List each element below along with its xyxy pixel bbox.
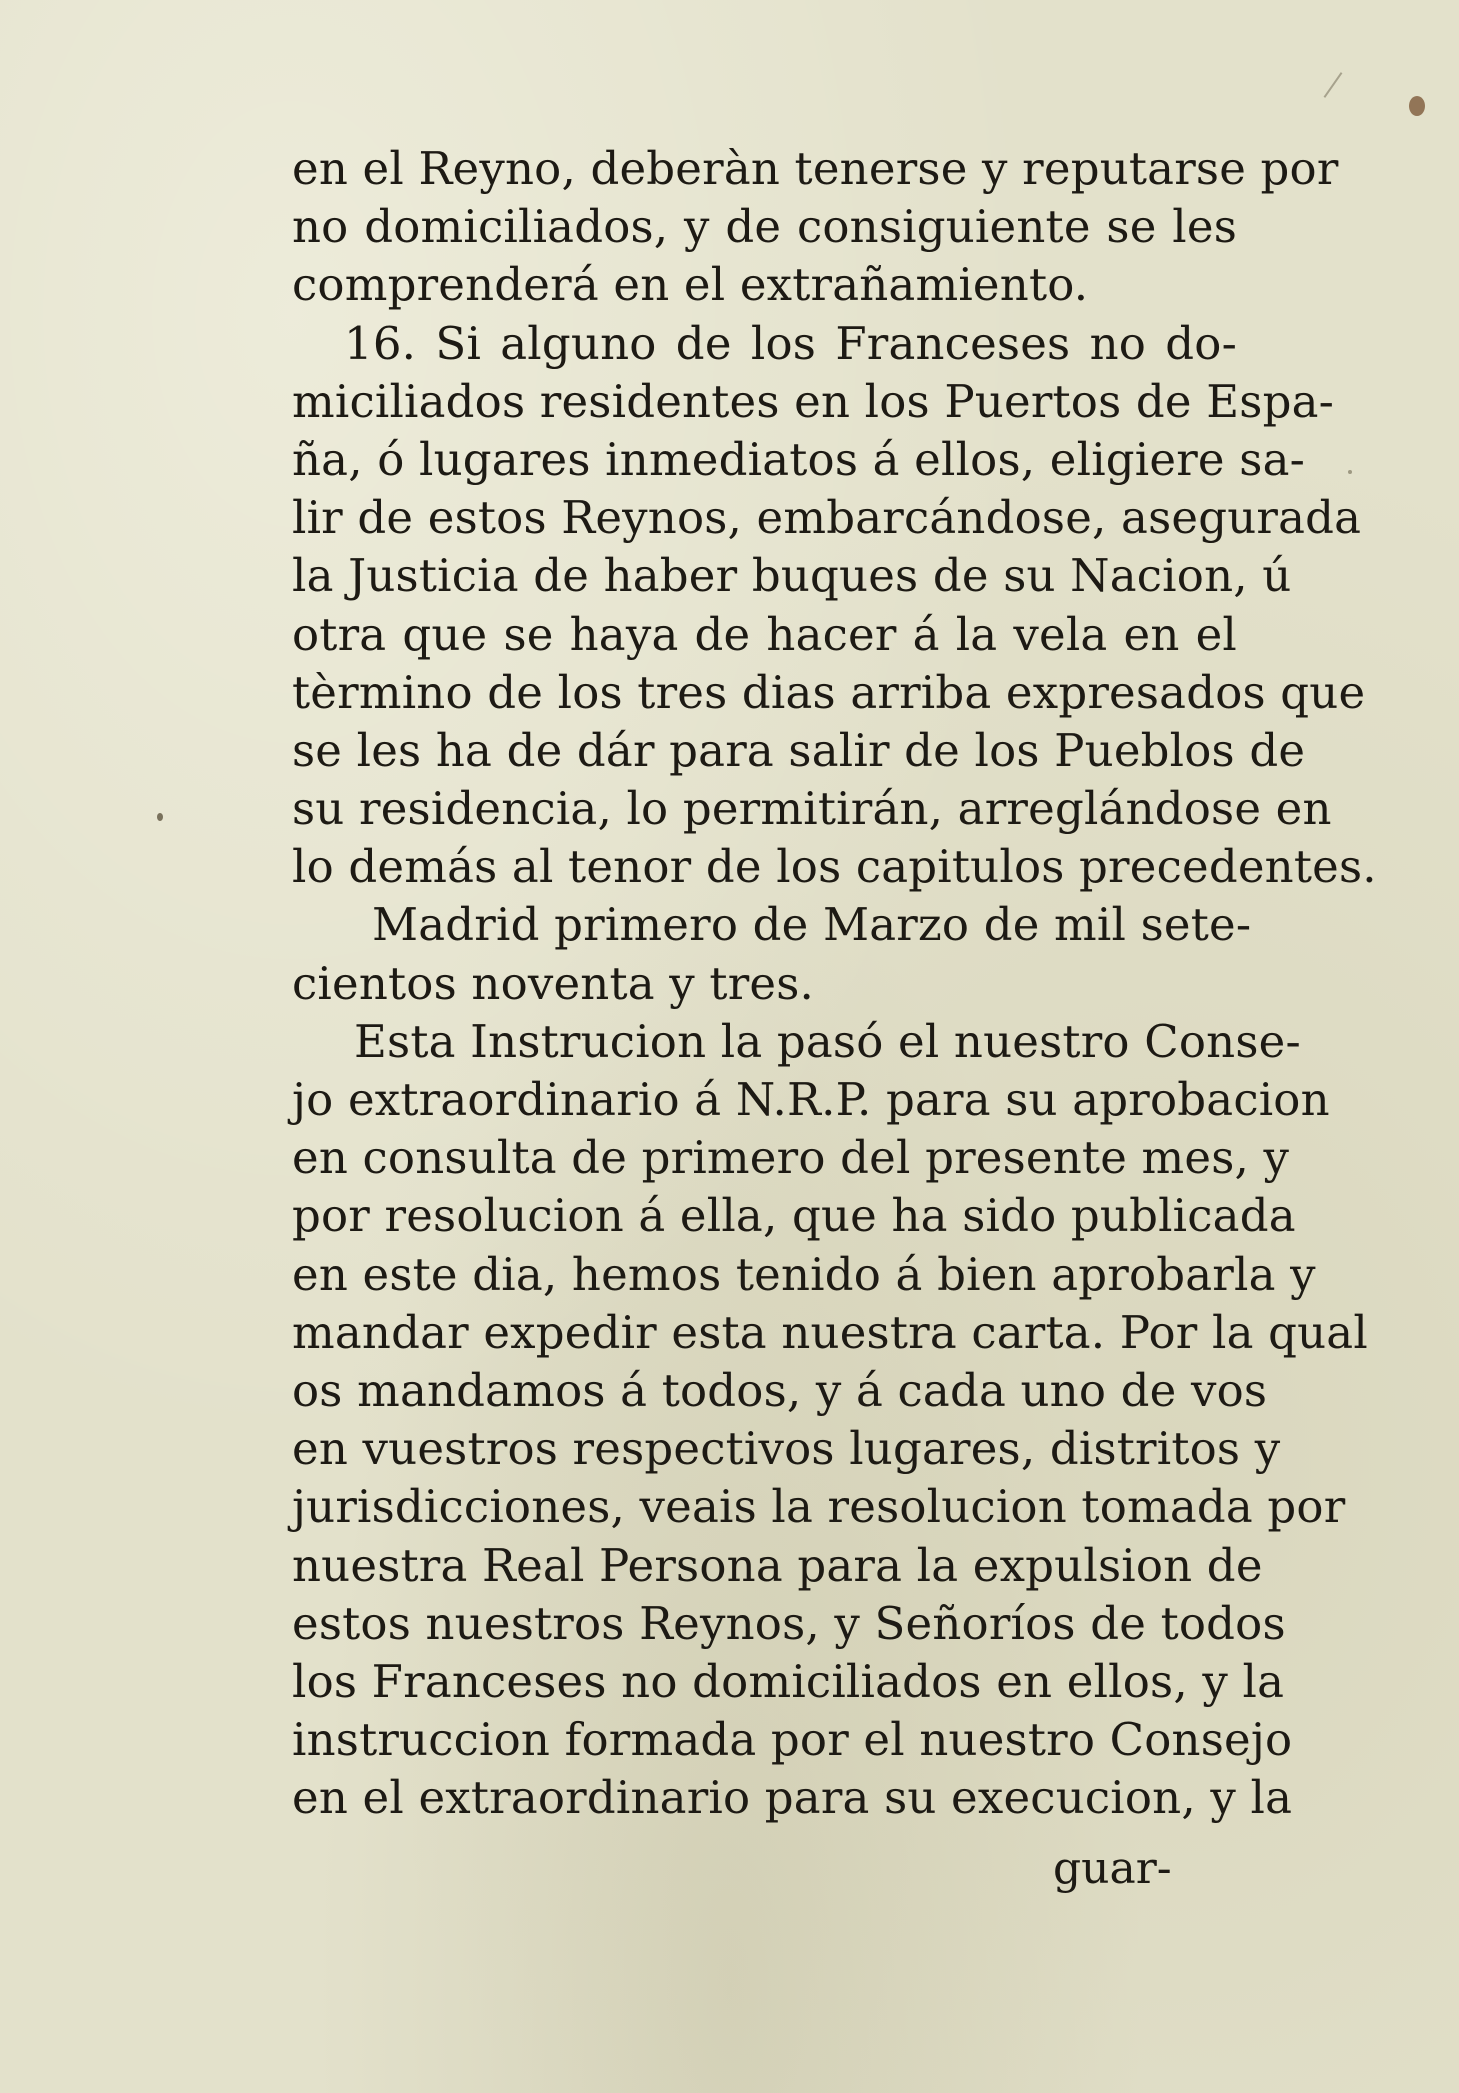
text-line-20: en este dia, hemos tenido á bien aprobarla y <box>292 1247 1316 1301</box>
text-line-23: en vuestros respectivos lugares, distritos y <box>292 1422 1281 1476</box>
text-line-13: lo demás al tenor de los capitulos precedentes. <box>292 840 1377 894</box>
text-line-26: estos nuestros Reynos, y Señoríos de todos <box>292 1596 1286 1650</box>
text-line-28: instruccion formada por el nuestro Consejo <box>292 1713 1293 1767</box>
text-line-2: no domiciliados, y de consiguiente se les <box>292 200 1237 254</box>
text-line-10: tèrmino de los tres dias arriba expresados que <box>292 665 1366 719</box>
text-line-4: 16. Si alguno de los Franceses no do- <box>344 316 1237 370</box>
text-line-16: Esta Instrucion la pasó el nuestro Conse- <box>354 1014 1301 1068</box>
paper-stain <box>1409 96 1425 116</box>
text-line-8: la Justicia de haber buques de su Nacion, ú <box>292 549 1292 603</box>
text-line-3: comprenderá en el extrañamiento. <box>292 258 1089 312</box>
catchword: guar- <box>1053 1843 1172 1894</box>
text-line-15: cientos noventa y tres. <box>292 956 815 1010</box>
text-line-24: jurisdicciones, veais la resolucion tomada por <box>292 1480 1346 1534</box>
text-line-27: los Franceses no domiciliados en ellos, y la <box>292 1654 1285 1708</box>
text-line-18: en consulta de primero del presente mes, y <box>292 1131 1290 1185</box>
paper-speck <box>1348 470 1352 474</box>
text-line-6: ña, ó lugares inmediatos á ellos, eligiere sa- <box>292 432 1305 486</box>
paper-speck <box>157 813 163 821</box>
text-line-29: en el extraordinario para su execucion, y la <box>292 1771 1293 1825</box>
text-line-21: mandar expedir esta nuestra carta. Por la qual <box>292 1305 1368 1359</box>
text-line-9: otra que se haya de hacer á la vela en el <box>292 607 1237 661</box>
text-line-17: jo extraordinario á N.R.P. para su aprobacion <box>292 1073 1330 1126</box>
text-line-22: os mandamos á todos, y á cada uno de vos <box>292 1363 1268 1417</box>
text-line-12: su residencia, lo permitirán, arreglándose en <box>292 782 1332 836</box>
text-line-7: lir de estos Reynos, embarcándose, asegurada <box>292 491 1362 545</box>
text-line-25: nuestra Real Persona para la expulsion de <box>292 1538 1263 1592</box>
body-text <box>292 140 1377 1827</box>
text-line-14: Madrid primero de Marzo de mil sete- <box>372 898 1252 952</box>
text-line-1: en el Reyno, deberàn tenerse y reputarse por <box>292 142 1339 195</box>
text-line-5: miciliados residentes en los Puertos de Espa- <box>292 374 1335 428</box>
paper-mark <box>1324 72 1343 98</box>
text-line-11: se les ha de dár para salir de los Pueblos de <box>292 723 1306 777</box>
text-line-19: por resolucion á ella, que ha sido publicada <box>292 1189 1296 1243</box>
